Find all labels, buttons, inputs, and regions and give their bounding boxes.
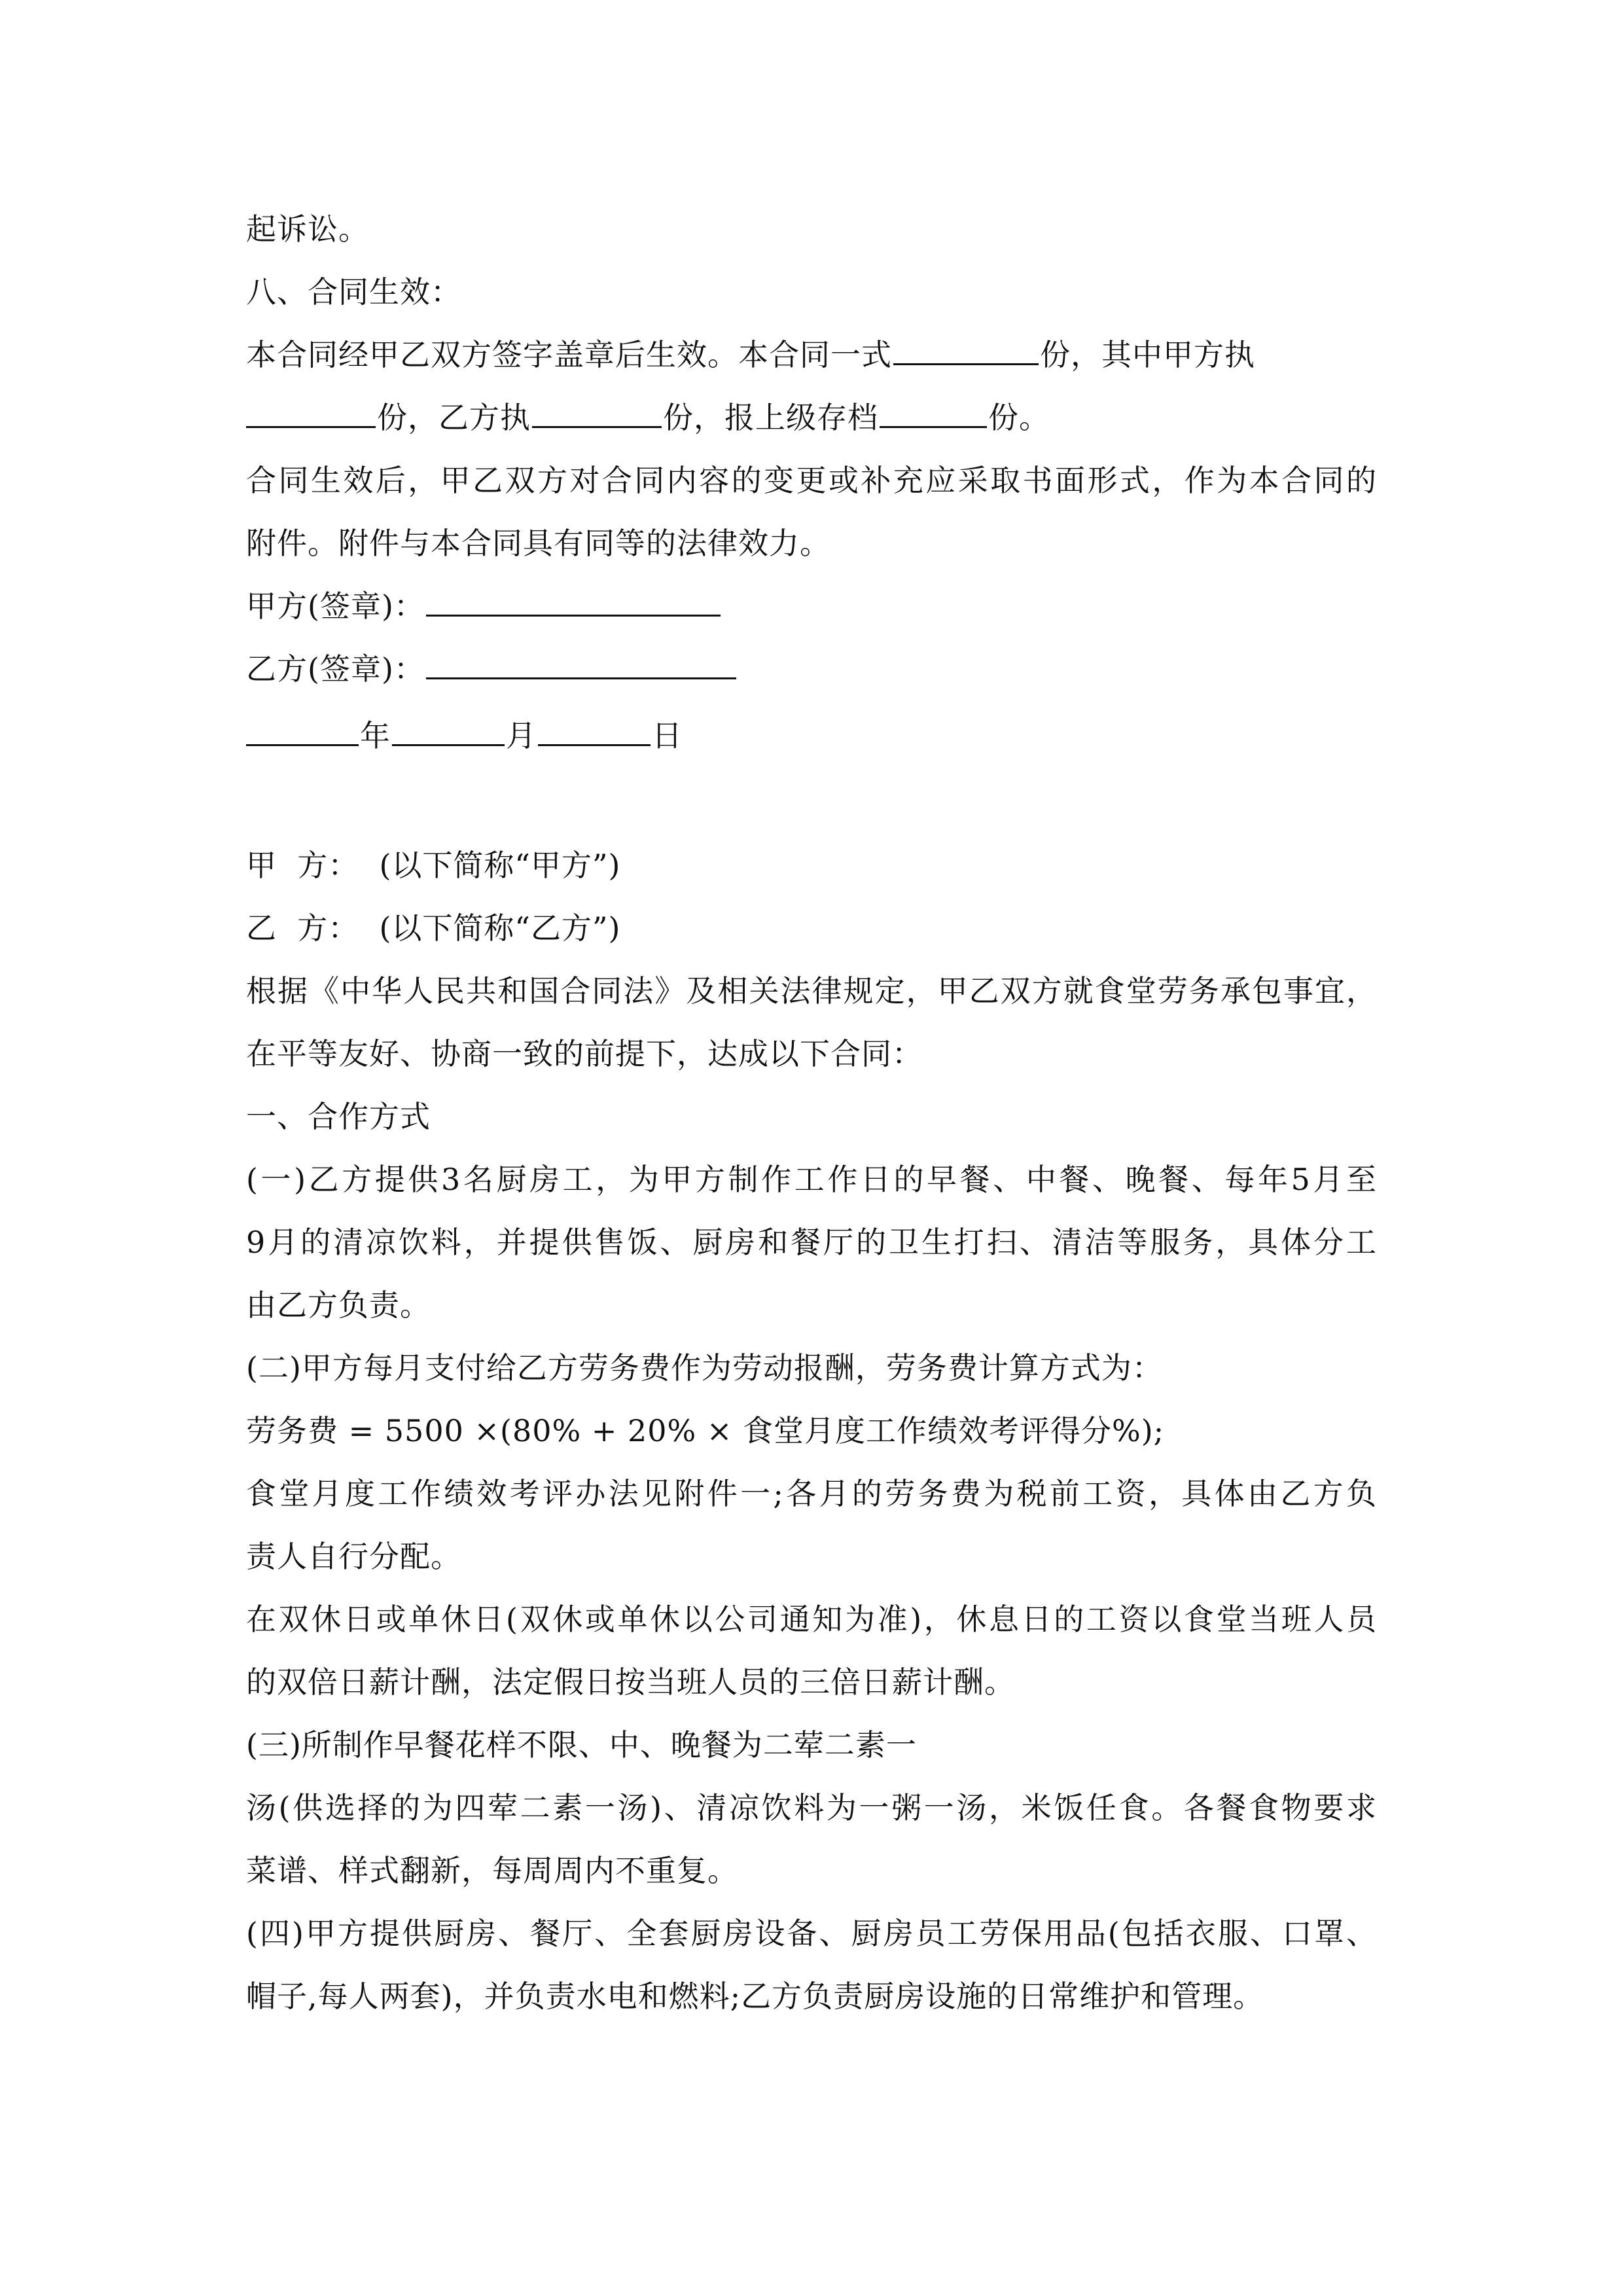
text-line: 汤(供选择的为四荤二素一汤)、清凉饮料为一粥一汤，米饭任食。各餐食物要求 — [246, 1790, 1377, 1825]
signature-label: 甲方(签章)： — [246, 588, 425, 624]
blank-copies-total — [893, 337, 1039, 365]
section-8-paragraph-1-line-1 — [246, 334, 1255, 376]
text-segment: 份，其中甲方执 — [1040, 337, 1255, 372]
text-segment: 份，乙方执 — [377, 400, 531, 435]
date-year-label: 年 — [360, 718, 391, 753]
text-segment: 份，报上级存档 — [663, 400, 878, 435]
text-line: (四)甲方提供厨房、餐厅、全套厨房设备、厨房员工劳保用品(包括衣服、口罩、 — [246, 1916, 1377, 1951]
party-a-line: 甲 方： (以下简称“甲方”) — [246, 848, 621, 883]
text-line: 由乙方负责。 — [246, 1287, 431, 1323]
blank-copies-party-b — [532, 400, 662, 428]
text-line: 合同生效后，甲乙双方对合同内容的变更或补充应采取书面形式，作为本合同的 — [246, 463, 1377, 498]
section-8-heading: 八、合同生效： — [246, 274, 461, 310]
text-line: (二)甲方每月支付给乙方劳务费作为劳动报酬，劳务费计算方式为： — [246, 1350, 1163, 1386]
blank-copies-party-a — [246, 400, 376, 428]
text-line: 根据《中华人民共和国合同法》及相关法律规定，甲乙双方就食堂劳务承包事宜， — [246, 973, 1377, 1009]
text-line: 9月的清凉饮料，并提供售饭、厨房和餐厅的卫生打扫、清洁等服务，具体分工 — [246, 1225, 1377, 1260]
text-line: 帽子,每人两套)，并负责水电和燃料;乙方负责厨房设施的日常维护和管理。 — [246, 1979, 1264, 2014]
date-month-label: 月 — [506, 718, 537, 753]
signature-party-a — [246, 585, 722, 627]
blank-day — [538, 718, 651, 746]
section-1-heading: 一、合作方式 — [246, 1099, 431, 1134]
date-line — [246, 715, 683, 757]
date-day-label: 日 — [652, 718, 683, 753]
text-line: 食堂月度工作绩效考评办法见附件一;各月的劳务费为税前工资，具体由乙方负 — [246, 1476, 1377, 1511]
party-b-line: 乙 方： (以下简称“乙方”) — [246, 910, 621, 946]
text-line: (三)所制作早餐花样不限、中、晚餐为二荤二素一 — [246, 1727, 917, 1763]
signature-line-b — [426, 651, 736, 679]
text-line: 附件。附件与本合同具有同等的法律效力。 — [246, 526, 830, 561]
text-line: 的双倍日薪计酬，法定假日按当班人员的三倍日薪计酬。 — [246, 1664, 1015, 1700]
text-line: 菜谱、样式翻新，每周周内不重复。 — [246, 1853, 738, 1888]
text-line: 责人自行分配。 — [246, 1539, 461, 1574]
signature-party-b — [246, 648, 738, 690]
blank-copies-archive — [880, 400, 987, 428]
text-line: 起诉讼。 — [246, 211, 369, 247]
text-segment: 份。 — [988, 400, 1050, 435]
text-line: 在平等友好、协商一致的前提下，达成以下合同： — [246, 1036, 923, 1071]
signature-label: 乙方(签章)： — [246, 651, 425, 687]
blank-month — [392, 718, 505, 746]
signature-line-a — [426, 588, 721, 617]
blank-year — [246, 718, 359, 746]
text-line: 在双休日或单休日(双休或单休以公司通知为准)，休息日的工资以食堂当班人员 — [246, 1602, 1377, 1637]
section-8-paragraph-1-line-2 — [246, 397, 1050, 439]
text-line: (一)乙方提供3名厨房工，为甲方制作工作日的早餐、中餐、晚餐、每年5月至 — [246, 1162, 1377, 1197]
text-segment: 本合同经甲乙双方签字盖章后生效。本合同一式 — [246, 337, 892, 372]
fee-formula: 劳务费 = 5500 ×(80% + 20% × 食堂月度工作绩效考评得分%); — [246, 1413, 1165, 1448]
